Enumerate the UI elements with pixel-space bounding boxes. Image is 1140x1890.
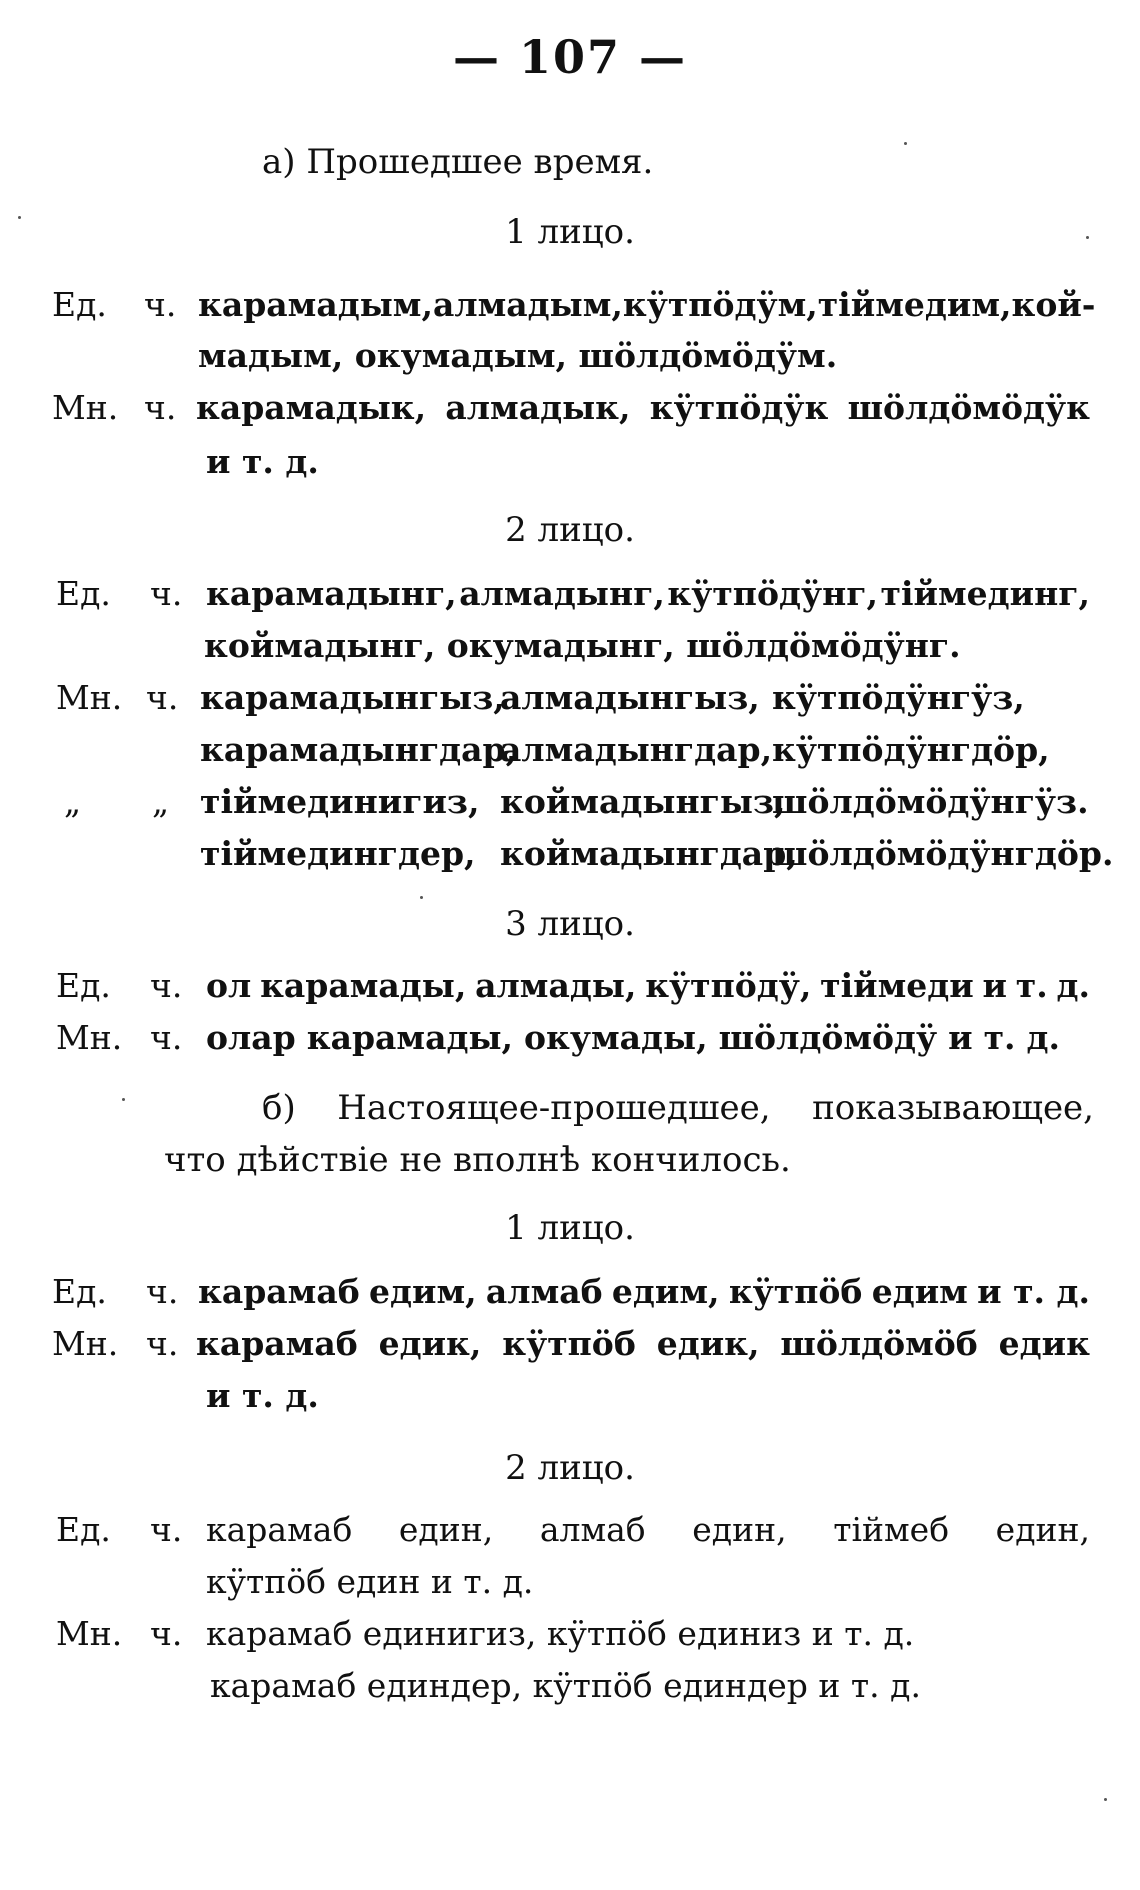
word: едим [871,1272,968,1311]
pl-ch: ч. [146,1324,179,1363]
word: алмаб [539,1510,646,1549]
sg-label: Ед. [52,1272,107,1311]
scan-speck [122,1098,125,1101]
section-b-title [262,1088,1094,1128]
word: и [948,1018,973,1057]
word: д. [1026,1018,1060,1057]
paradigm-line-continuation: карамаб единдер, кӱтпӧб единдер и т. д. [210,1666,921,1705]
word: б) [262,1088,296,1128]
word: алмадынгдар, [500,730,773,769]
section-a-person3-heading: 3 лицо. [505,904,635,944]
paradigm-line: карамаб единигиз, кӱтпӧб единиз и т. д. [206,1614,915,1653]
word: едим, [369,1272,477,1311]
page-number: — 107 — [452,30,688,84]
word: карамадынг, [206,574,457,613]
word: карамадынгыз, [200,678,505,717]
word: карамадым, [198,285,433,324]
word: кӱтпӧб [502,1324,636,1363]
paradigm-line-continuation: кӱтпӧб един и т. д. [206,1562,534,1601]
word: кӱтпӧдӱ, [645,966,812,1005]
section-b-person2-heading: 2 лицо. [505,1448,635,1488]
word: алмады, [475,966,637,1005]
word: едик, [656,1324,760,1363]
word: т. [983,1018,1016,1057]
word: едик, [378,1324,482,1363]
word: кӱтпӧб [728,1272,863,1311]
ditto-mark: „ [152,782,170,821]
word: карамады, [260,966,467,1005]
word: шӧлдӧмӧдӱнгӱз. [772,782,1089,821]
word: алмадынгыз, [500,678,760,717]
word: карамады, [306,1018,514,1057]
pl-label: Мн. [56,678,123,717]
word: кӱтпӧдӱнгӱз, [772,678,1025,717]
word: тiймедим, [817,285,1012,324]
word: ол [206,966,252,1005]
word: кӱтпӧдӱм, [622,285,818,324]
word: олар [206,1018,296,1057]
word: алмадым, [432,285,623,324]
word: тiймединигиз, [200,782,480,821]
word: показывающее, [812,1088,1094,1128]
pl-label: Мн. [52,388,119,427]
word: карамадынгдар, [200,730,518,769]
sg-ch: ч. [146,1272,179,1311]
section-a-person2-heading: 2 лицо. [505,510,635,550]
word: шӧлдӧмӧдӱнгдӧр. [772,834,1114,873]
word: алмаб [485,1272,603,1311]
ditto-mark: „ [64,782,82,821]
pl-ch: ч. [146,678,179,717]
word: шӧлдӧмӧб [780,1324,978,1363]
word: алмадык, [445,388,631,427]
paradigm-line [198,1272,1090,1312]
word: и т. д. [977,1272,1090,1311]
paradigm-line [196,388,1090,428]
pl-label: Мн. [56,1018,123,1057]
section-b-title-continuation: что дѣйствiе не вполнѣ кончилось. [164,1140,791,1180]
pl-ch: ч. [150,1018,183,1057]
paradigm-line [206,1018,1060,1058]
word: тiймедингдер, [200,834,476,873]
word: карамаб [198,1272,360,1311]
word: един, [398,1510,494,1549]
word: едим, [611,1272,720,1311]
paradigm-line [206,1510,1090,1550]
word: Настоящее-прошедшее, [337,1088,771,1128]
word: алмадынг, [459,574,665,613]
word: д. [1056,966,1090,1005]
word: едик [998,1324,1090,1363]
sg-label: Ед. [56,1510,111,1549]
paradigm-line-continuation: мадым, окумадым, шӧлдӧмӧдӱм. [198,336,838,375]
word: карамадык, [196,388,427,427]
scan-speck [904,142,907,145]
word: коймадынгдар, [500,834,798,873]
section-b-person1-heading: 1 лицо. [505,1208,635,1248]
section-a-person1-heading: 1 лицо. [505,212,635,252]
paradigm-line [198,285,1096,325]
word: карамаб [206,1510,353,1549]
word: тiймеб [833,1510,950,1549]
section-a-title: а) Прошедшее время. [262,142,654,182]
scan-speck [1086,236,1089,239]
pl-label: Мн. [52,1324,119,1363]
word: шӧлдӧмӧдӱ [718,1018,938,1057]
word: тiймеди [820,966,974,1005]
paradigm-line [206,574,1090,614]
word: кӱтпӧдӱнгдӧр, [772,730,1050,769]
pl-label: Мн. [56,1614,123,1653]
sg-label: Ед. [56,966,111,1005]
paradigm-line-continuation: и т. д. [206,1376,319,1415]
word: тiймединг, [880,574,1090,613]
sg-ch: ч. [150,1510,183,1549]
paradigm-line-continuation: и т. д. [206,442,319,481]
sg-ch: ч. [150,966,183,1005]
scan-speck [18,216,21,219]
word: един, [995,1510,1090,1549]
word: кӱтпӧдӱк [649,388,829,427]
paradigm-line [196,1324,1090,1364]
paradigm-line-continuation: коймадынг, окумадынг, шӧлдӧмӧдӱнг. [204,626,961,665]
word: шӧлдӧмӧдӱк [847,388,1090,427]
word: кой- [1011,285,1096,324]
word: коймадынгыз, [500,782,786,821]
paradigm-line [206,966,1090,1006]
sg-ch: ч. [150,574,183,613]
sg-ch: ч. [144,285,177,324]
word: един, [692,1510,787,1549]
word: карамаб [196,1324,358,1363]
pl-ch: ч. [144,388,177,427]
word: кӱтпӧдӱнг, [667,574,878,613]
sg-label: Ед. [56,574,111,613]
word: т. [1015,966,1048,1005]
scan-speck [420,896,423,899]
pl-ch: ч. [150,1614,183,1653]
scan-speck [1104,1798,1107,1801]
word: окумады, [524,1018,708,1057]
word: и [982,966,1008,1005]
sg-label: Ед. [52,285,107,324]
